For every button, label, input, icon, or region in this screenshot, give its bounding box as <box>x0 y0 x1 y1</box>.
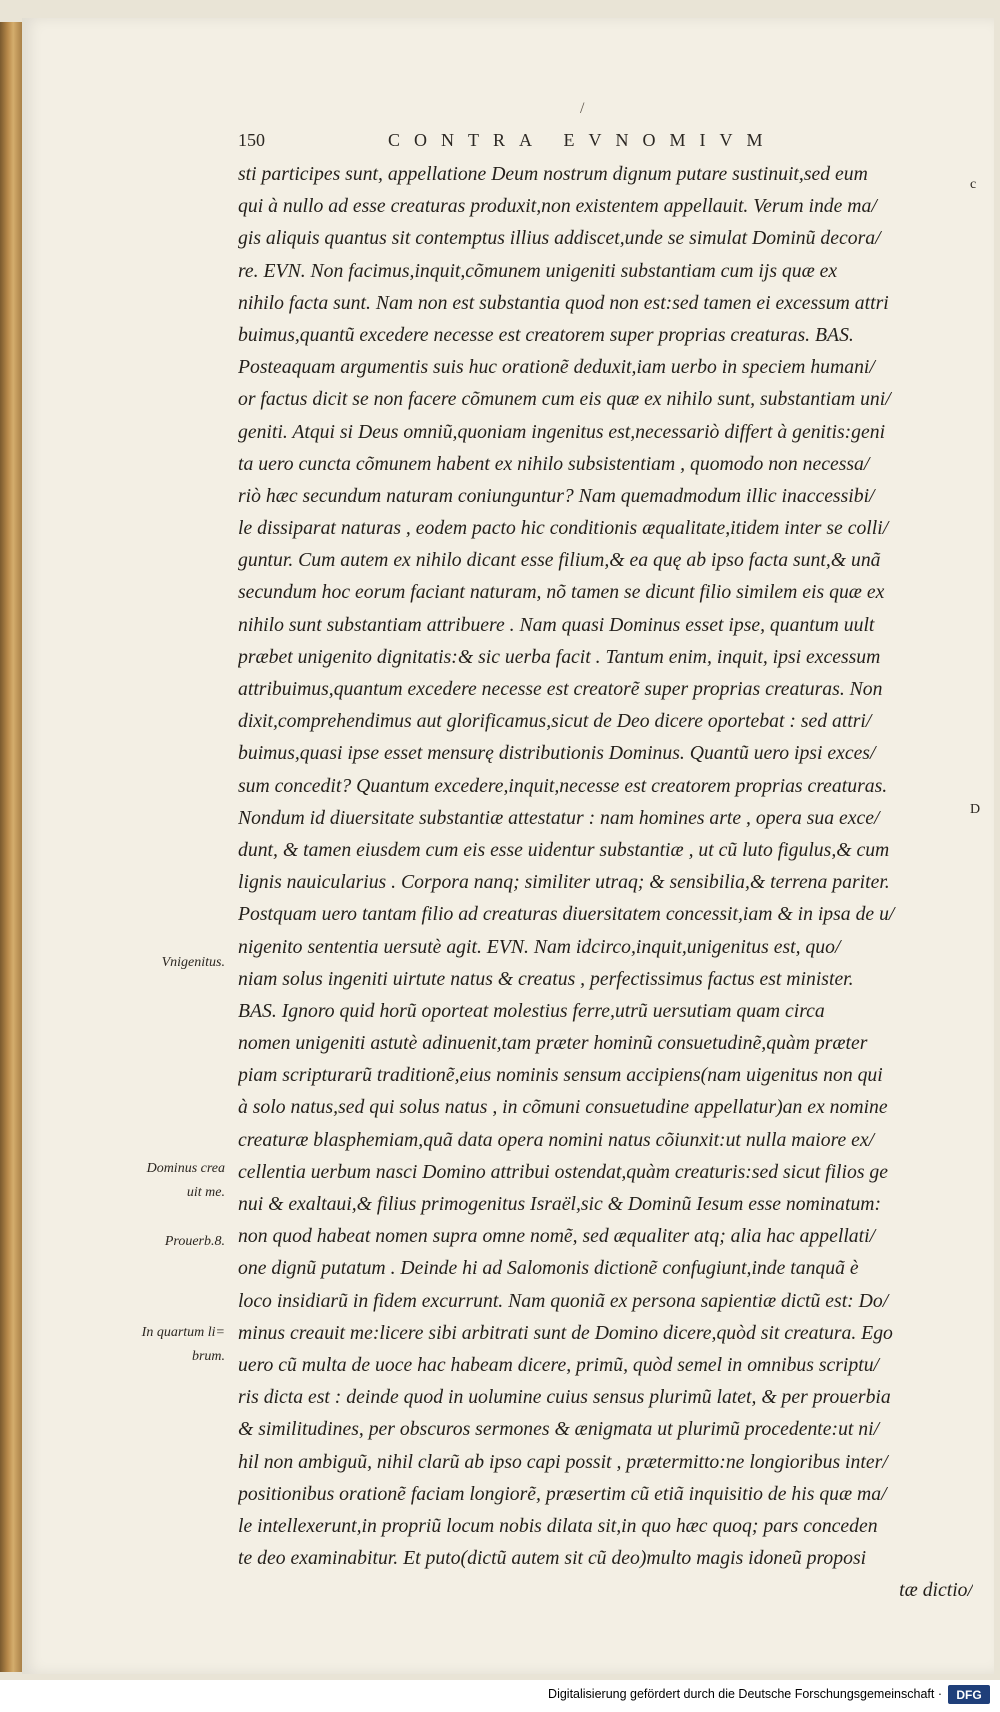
text-line: or factus dicit se non facere cõmunem cum eis quæ ex nihilo sunt, substantiam uni/ <box>238 388 891 411</box>
text-line: dixit,comprehendimus aut glorificamus,sicut de Deo dicere oportebat : sed attri/ <box>238 710 872 733</box>
body-text <box>238 158 973 1606</box>
digitization-credit: Digitalisierung gefördert durch die Deutsche Forschungsgemeinschaft · <box>548 1687 942 1701</box>
text-line: à solo natus,sed qui solus natus , in cõmuni consuetudine appellatur)an ex nomine <box>238 1096 888 1119</box>
margin-note-quartum-line1: In quartum li= <box>141 1325 225 1340</box>
text-line: riò hæc secundum naturam coniunguntur? Nam quemadmodum illic inaccessibi/ <box>238 484 875 507</box>
margin-note-dominus-line2: uit me. <box>186 1185 225 1200</box>
text-line: hil non ambiguũ, nihil clarũ ab ipso capi possit , prætermitto:ne longioribus inter/ <box>238 1450 888 1473</box>
text-line: geniti. Atqui si Deus omniũ,quoniam ingenitus est,necessariò differt à genitis:geni <box>238 420 886 443</box>
text-line: nihilo facta sunt. Nam non est substantia quod non est:sed tamen ei excessum attri <box>238 291 889 314</box>
margin-note-unigenitus: Vnigenitus. <box>161 955 225 970</box>
text-line: one dignũ putatum . Deinde hi ad Salomonis dictionẽ confugiunt,inde tanquã è <box>238 1257 859 1280</box>
text-line: nui & exaltaui,& filius primogenitus Israël,sic & Dominũ Iesum esse nominatum: <box>238 1193 882 1215</box>
text-line: creaturæ blasphemiam,quã data opera nomini natus cõiunxit:ut nulla maiore ex/ <box>238 1128 875 1151</box>
text-line: uero cũ multa de uoce hac habeam dicere, primũ, quòd semel in omnibus scriptu/ <box>238 1353 880 1376</box>
text-line: non quod habeat nomen supra omne nomẽ, sed æqualiter atq; alia hac appellati/ <box>238 1225 876 1248</box>
text-line: positionibus orationẽ faciam longiorẽ, præsertim cũ etiã inquisitio de his quæ ma/ <box>238 1482 887 1505</box>
text-line: re. EVN. Non facimus,inquit,cõmunem unigeniti substantiam cum ijs quæ ex <box>238 259 838 282</box>
margin-note-prouerb: Prouerb.8. <box>164 1234 225 1249</box>
text-line: minus creauit me:licere sibi arbitrati sunt de Domino dicere,quòd sit creatura. Ego <box>238 1321 893 1344</box>
text-line: buimus,quantũ excedere necesse est creatorem super proprias creaturas. BAS. <box>238 323 854 346</box>
text-line: le dissiparat naturas , eodem pacto hic conditionis æqualitate,itidem inter se colli/ <box>238 517 889 540</box>
dfg-logo: DFG <box>948 1685 990 1704</box>
text-line: le intellexerunt,in propriũ locum nobis dilata sit,in quo hæc quoq; pars conceden <box>238 1514 878 1537</box>
text-line: sti participes sunt, appellatione Deum nostrum dignum putare sustinuit,sed eum <box>238 163 868 185</box>
side-letter-c: c <box>970 177 977 192</box>
text-line: ta uero cuncta cõmunem habent ex nihilo subsistentiam , quomodo non necessa/ <box>238 452 870 475</box>
text-line: BAS. Ignoro quid horũ oporteat molestius ferre,utrũ uersutiam quam circa <box>238 999 825 1022</box>
text-line: dunt, & tamen eiusdem cum eis esse uidentur substantiæ , ut cũ luto figulus,& cum <box>238 838 890 861</box>
stray-ink-mark: / <box>580 100 585 117</box>
book-page-edges <box>0 22 22 1672</box>
text-line: secundum hoc eorum faciant naturam, nõ tamen se dicunt filio similem eis quæ ex <box>238 581 885 604</box>
text-line: guntur. Cum autem ex nihilo dicant esse filium,& ea quę ab ipso facta sunt,& unã <box>238 549 881 572</box>
text-line: buimus,quasi ipse esset mensurę distributionis Dominus. Quantũ uero ipsi exces/ <box>238 742 876 765</box>
text-line: nihilo sunt substantiam attribuere . Nam quasi Dominus esset ipse, quantum uult <box>238 613 875 636</box>
text-line: lignis nauicularius . Corpora nanq; similiter utraq; & sensibilia,& terrena pariter. <box>238 871 890 894</box>
text-line: piam scripturarũ traditionẽ,eius nominis sensum accipiens(nam uigenitus non qui <box>238 1064 883 1087</box>
running-title: CONTRA EVNOMIVM <box>388 130 777 150</box>
margin-note-quartum-line2: brum. <box>191 1349 225 1364</box>
text-line: Posteaquam argumentis suis huc orationẽ deduxit,iam uerbo in speciem humani/ <box>238 356 875 379</box>
text-line: Postquam uero tantam filio ad creaturas diuersitatem concessit,iam & in ipsa de u/ <box>238 903 895 926</box>
catchword: tæ dictio/ <box>899 1579 973 1602</box>
text-line: sum concedit? Quantum excedere,inquit,necesse est creatorem proprias creaturas. <box>238 774 888 797</box>
text-line: gis aliquis quantus sit contemptus illius addiscet,unde se simulat Dominũ decora/ <box>238 227 881 250</box>
text-line: attribuimus,quantum excedere necesse est creatorẽ super proprias creaturas. Non <box>238 678 883 700</box>
text-line: niam solus ingeniti uirtute natus & creatus , perfectissimus factus est minister. <box>238 967 854 990</box>
text-line: ris dicta est : deinde quod in uolumine cuius sensus plurimũ latet, & per prouerbia <box>238 1386 891 1409</box>
text-line: te deo examinabitur. Et puto(dictũ autem sit cũ deo)multo magis idoneũ proposi <box>238 1547 867 1570</box>
text-line: qui à nullo ad esse creaturas produxit,non existentem appellauit. Verum inde ma/ <box>238 195 877 218</box>
running-head <box>238 130 898 160</box>
side-letter-d: D <box>970 802 981 817</box>
text-line: nigenito sententia uersutè agit. EVN. Nam idcirco,inquit,unigenitus est, quo/ <box>238 935 841 958</box>
text-line: præbet unigenito dignitatis:& sic uerba facit . Tantum enim, inquit, ipsi excessum <box>238 645 881 668</box>
text-line: nomen unigeniti astutè adinuenit,tam præter hominũ consuetudinẽ,quàm præter <box>238 1032 868 1055</box>
text-line: cellentia uerbum nasci Domino attribui ostendat,quàm creaturis:sed sicut filios ge <box>238 1160 888 1183</box>
page-number: 150 <box>238 130 265 150</box>
footer-bar <box>0 1680 1000 1712</box>
text-line: Nondum id diuersitate substantiæ attestatur : nam homines arte , opera sua exce/ <box>238 806 880 829</box>
text-line: loco insidiarũ in fidem excurrunt. Nam quoniã ex persona sapientiæ dictũ est: Do/ <box>238 1289 889 1312</box>
text-line: & similitudines, per obscuros sermones & ænigmata ut plurimũ procedente:ut ni/ <box>238 1418 880 1441</box>
margin-note-dominus-line1: Dominus crea <box>146 1161 225 1176</box>
